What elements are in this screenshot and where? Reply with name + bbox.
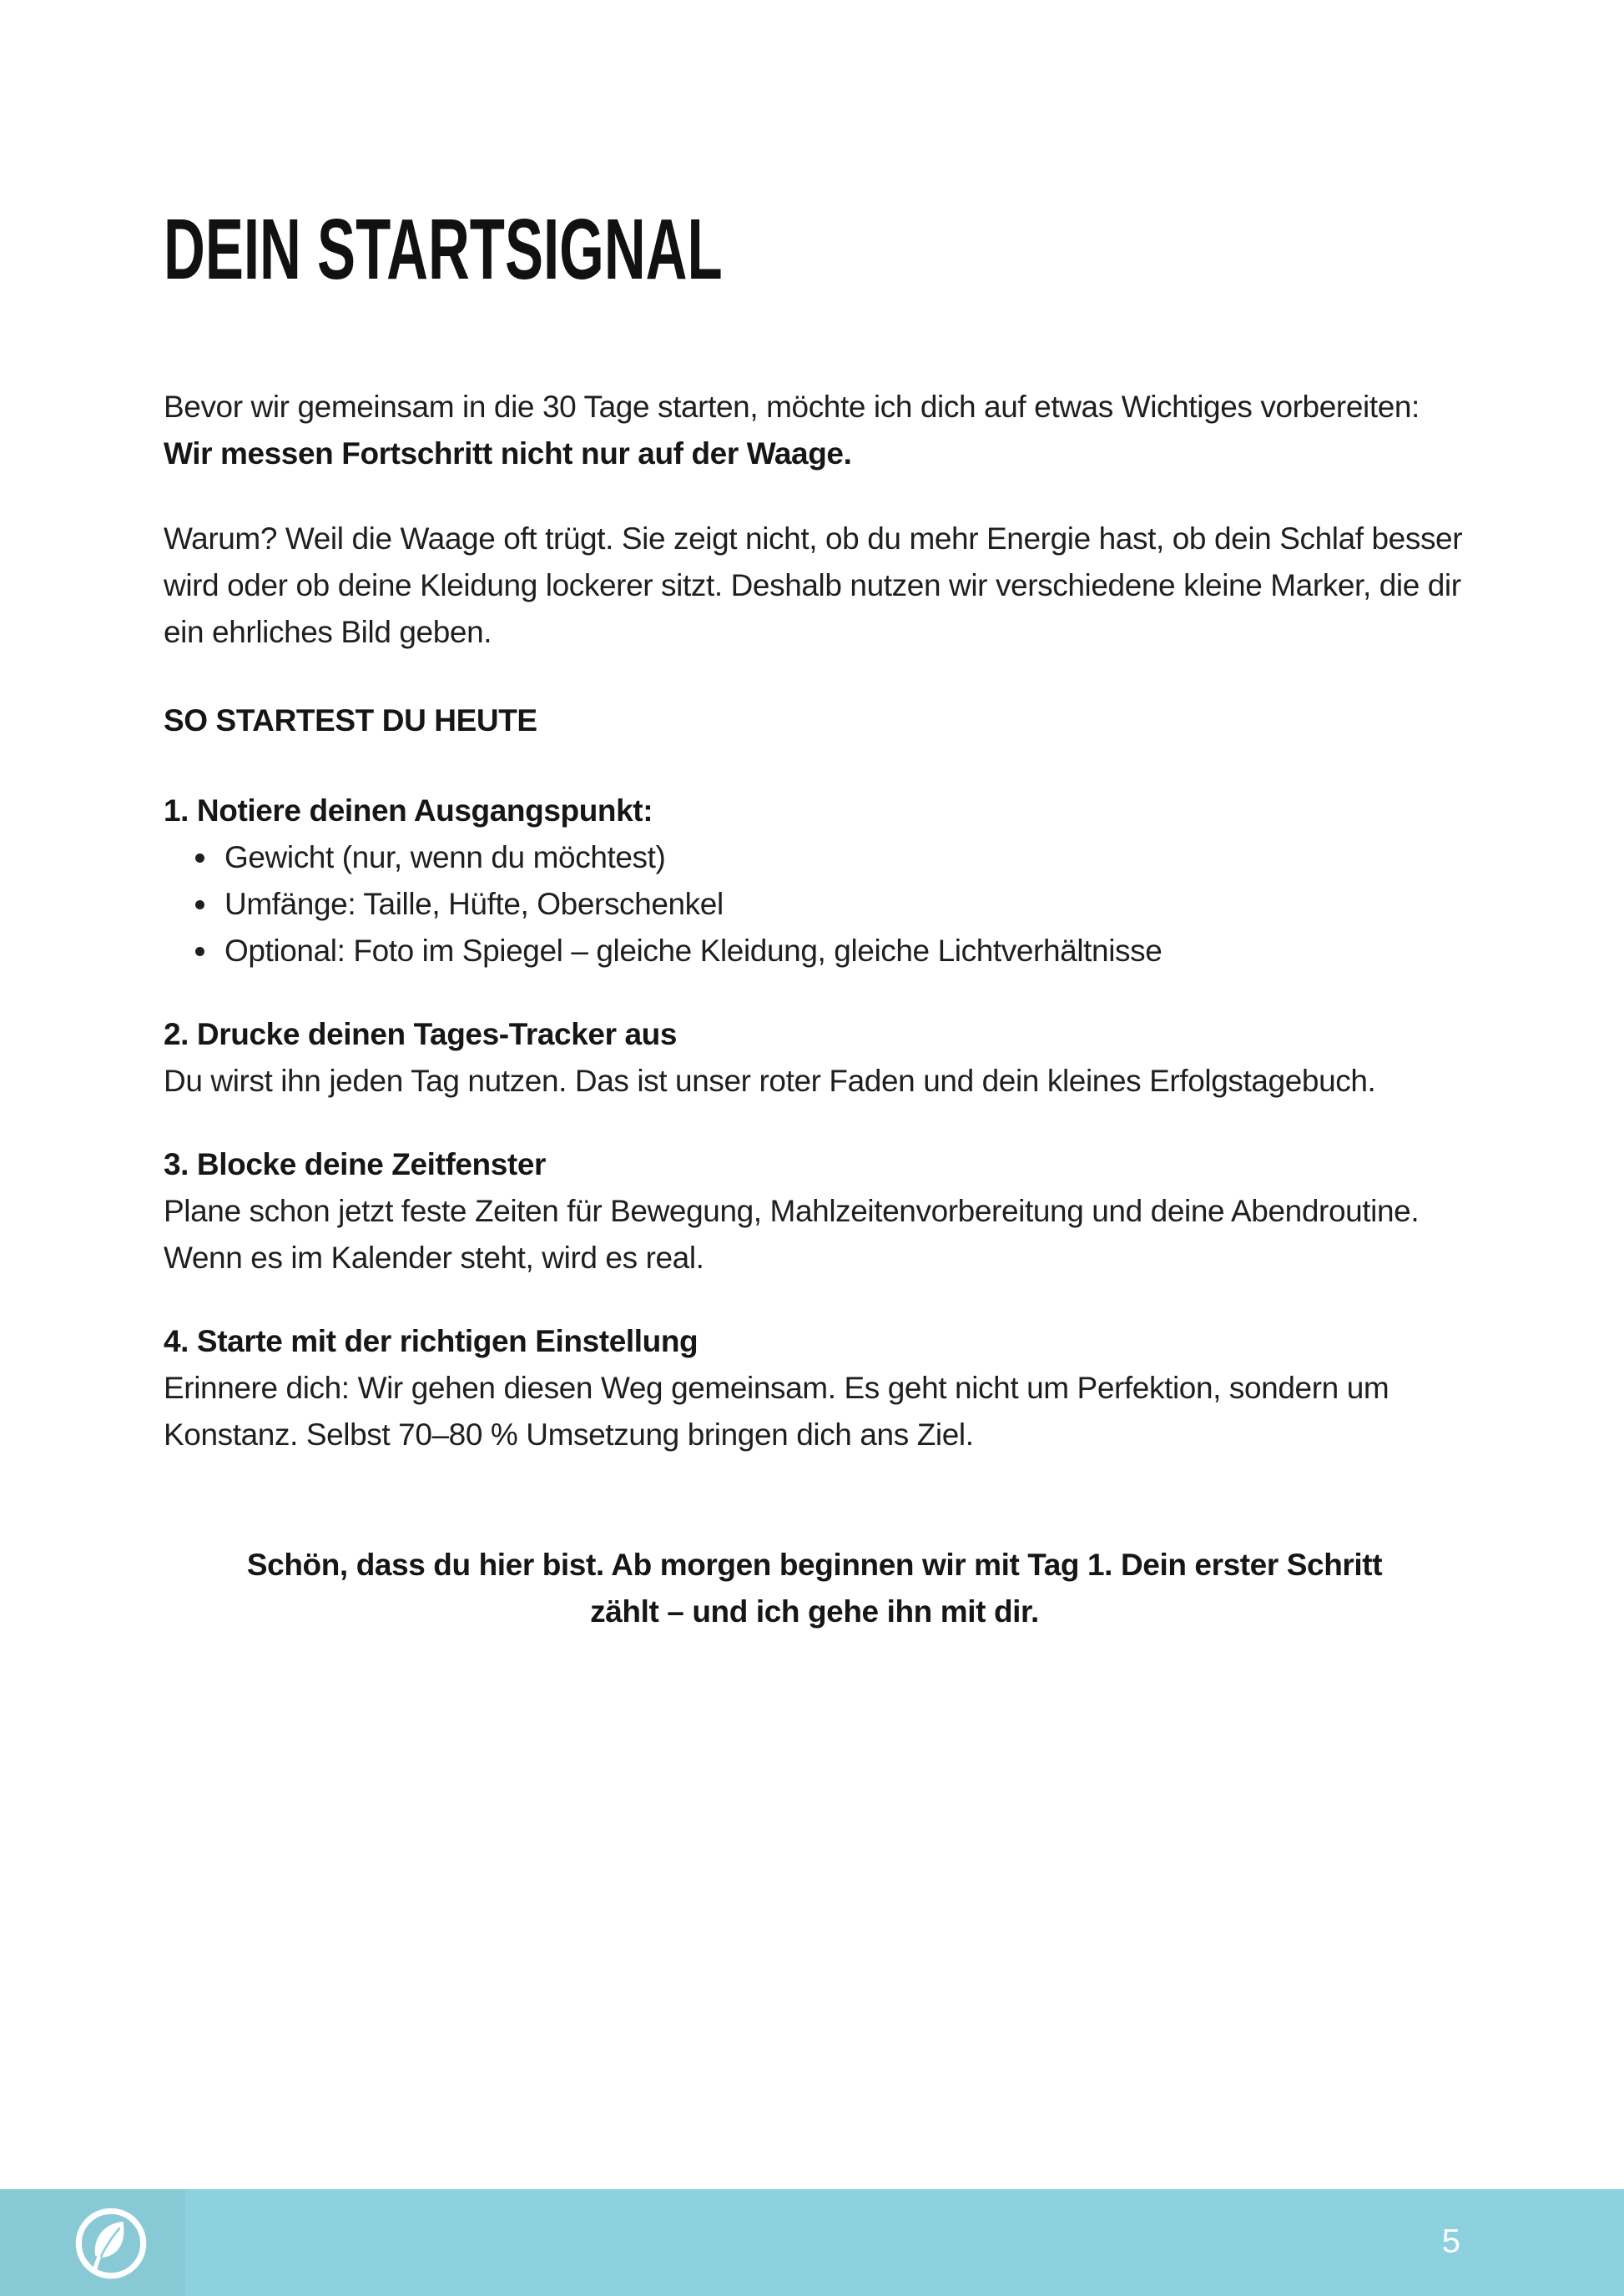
page-title <box>164 201 1465 297</box>
section-heading: SO STARTEST DU HEUTE <box>164 703 537 738</box>
intro-paragraph <box>164 384 1465 477</box>
step-1-bullet-list <box>164 834 1465 974</box>
leaf-logo-icon <box>73 2206 149 2281</box>
step-4-title: 4. Starte mit der richtigen Einstellung <box>164 1324 699 1358</box>
step-4 <box>164 1318 1465 1458</box>
step-2-body: Du wirst ihn jeden Tag nutzen. Das ist unser roter Faden und dein kleines Erfolgstagebuch. <box>164 1064 1376 1098</box>
closing-statement: Schön, dass du hier bist. Ab morgen beginnen wir mit Tag 1. Dein erster Schritt zählt – und ich gehe ihn mit dir. <box>246 1548 1383 1629</box>
page-content <box>0 201 1624 1635</box>
step-3-body: Plane schon jetzt feste Zeiten für Bewegung, Mahlzeitenvorbereitung und deine Abendroutine. Wenn es im Kalender steht, wird es real. <box>164 1194 1420 1275</box>
step-1 <box>164 788 1465 974</box>
page-title-text: DEIN STARTSIGNAL <box>164 201 723 297</box>
step-2-title: 2. Drucke deinen Tages-Tracker aus <box>164 1017 678 1051</box>
intro-paragraph-bold: Wir messen Fortschritt nicht nur auf der Waage. <box>164 436 852 471</box>
page-footer <box>0 2189 1624 2296</box>
step-3 <box>164 1141 1465 1281</box>
intro-paragraph-text: Bevor wir gemeinsam in die 30 Tage starten, möchte ich dich auf etwas Wichtiges vorbereiten: <box>164 390 1420 424</box>
bullet-item: Umfänge: Taille, Hüfte, Oberschenkel <box>194 881 1465 928</box>
why-paragraph: Warum? Weil die Waage oft trügt. Sie zeigt nicht, ob du mehr Energie hast, ob dein Schlaf besser wird oder ob deine Kleidung lockerer sitzt. Deshalb nutzen wir verschiedene kleine Marker, die dir ein ehrliches Bild geben. <box>164 521 1463 649</box>
step-4-body: Erinnere dich: Wir gehen diesen Weg gemeinsam. Es geht nicht um Perfektion, sondern um Konstanz. Selbst 70–80 % Umsetzung bringen dich ans Ziel. <box>164 1371 1389 1452</box>
step-1-title: 1. Notiere deinen Ausgangspunkt: <box>164 793 653 828</box>
step-2 <box>164 1011 1465 1105</box>
bullet-item: Gewicht (nur, wenn du möchtest) <box>194 834 1465 881</box>
bullet-item: Optional: Foto im Spiegel – gleiche Kleidung, gleiche Lichtverhältnisse <box>194 928 1465 974</box>
page-number: 5 <box>1441 2223 1460 2260</box>
step-3-title: 3. Blocke deine Zeitfenster <box>164 1147 547 1181</box>
